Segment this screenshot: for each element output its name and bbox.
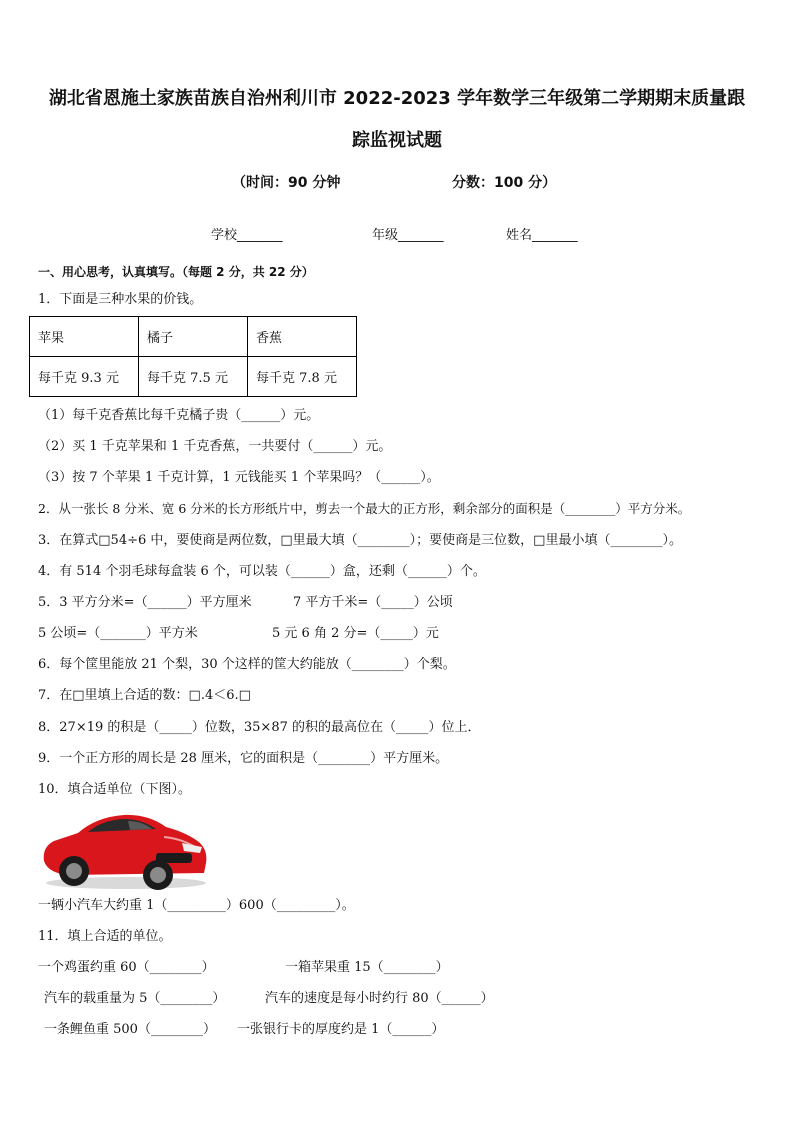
question-3: 3．在算式□54÷6 中，要使商是两位数，□里最大填（________）；要使商是三位数，□里最小填（________）。: [38, 533, 682, 548]
table-header-cell: 香蕉: [248, 317, 357, 357]
question-7: 7．在□里填上合适的数：□.4＜6.□: [38, 688, 251, 703]
question-2: 2．从一张长 8 分米、宽 6 分米的长方形纸片中，剪去一个最大的正方形，剩余部分的面积是（________）平方分米。: [38, 501, 691, 516]
school-field: 学校_______: [211, 228, 283, 243]
table-cell: 每千克 7.5 元: [139, 357, 248, 397]
score-info: 分数：100 分）: [452, 175, 557, 191]
name-field: 姓名_______: [506, 228, 578, 243]
time-info: （时间：90 分钟: [232, 175, 341, 191]
question-6: 6．每个筐里能放 21 个梨，30 个这样的筐大约能放（________）个梨。: [38, 657, 456, 672]
table-header-cell: 橘子: [139, 317, 248, 357]
question-11b: 一箱苹果重 15（________）: [285, 960, 449, 975]
question-11a: 一个鸡蛋约重 60（________）: [38, 960, 215, 975]
question-10-text: 一辆小汽车大约重 1（_________）600（_________）。: [38, 898, 355, 913]
grade-field: 年级_______: [372, 228, 444, 243]
question-4: 4．有 514 个羽毛球每盒装 6 个，可以装（______）盒，还剩（______）个。: [38, 564, 486, 579]
question-11e: 一条鲤鱼重 500（________）: [44, 1022, 216, 1037]
red-car-image: [38, 803, 210, 891]
question-5a: 5．3 平方分米=（______）平方厘米: [38, 595, 252, 610]
question-1: 1．下面是三种水果的价钱。: [38, 292, 203, 307]
question-5b: 7 平方千米=（_____）公顷: [293, 595, 453, 610]
question-1-3: （3）按 7 个苹果 1 千克计算，1 元钱能买 1 个苹果吗？（______）。: [38, 470, 440, 485]
exam-title-line2: 踪监视试题: [352, 130, 442, 151]
question-11c: 汽车的载重量为 5（________）: [44, 991, 226, 1006]
question-10: 10．填合适单位（下图）。: [38, 782, 192, 797]
question-11d: 汽车的速度是每小时约行 80（______）: [265, 991, 494, 1006]
table-cell: 每千克 9.3 元: [30, 357, 139, 397]
question-11f: 一张银行卡的厚度约是 1（______）: [237, 1022, 445, 1037]
question-8: 8．27×19 的积是（_____）位数，35×87 的积的最高位在（_____）位上．: [38, 720, 481, 735]
question-11: 11．填上合适的单位。: [38, 929, 172, 944]
table-row: [30, 357, 357, 397]
table-cell: 每千克 7.8 元: [248, 357, 357, 397]
table-row: [30, 317, 357, 357]
question-5d: 5 元 6 角 2 分=（_____）元: [272, 626, 439, 641]
exam-title-line1: 湖北省恩施土家族苗族自治州利川市 2022-2023 学年数学三年级第二学期期末质量跟: [48, 88, 746, 109]
fruit-price-table: [29, 316, 357, 397]
question-9: 9．一个正方形的周长是 28 厘米，它的面积是（________）平方厘米。: [38, 751, 449, 766]
table-header-cell: 苹果: [30, 317, 139, 357]
question-1-1: （1）每千克香蕉比每千克橘子贵（______）元。: [38, 408, 320, 423]
question-5c: 5 公顷=（_______）平方米: [38, 626, 198, 641]
question-1-2: （2）买 1 千克苹果和 1 千克香蕉，一共要付（______）元。: [38, 439, 392, 454]
section-heading: 一、用心思考，认真填写。（每题 2 分，共 22 分）: [38, 265, 314, 279]
